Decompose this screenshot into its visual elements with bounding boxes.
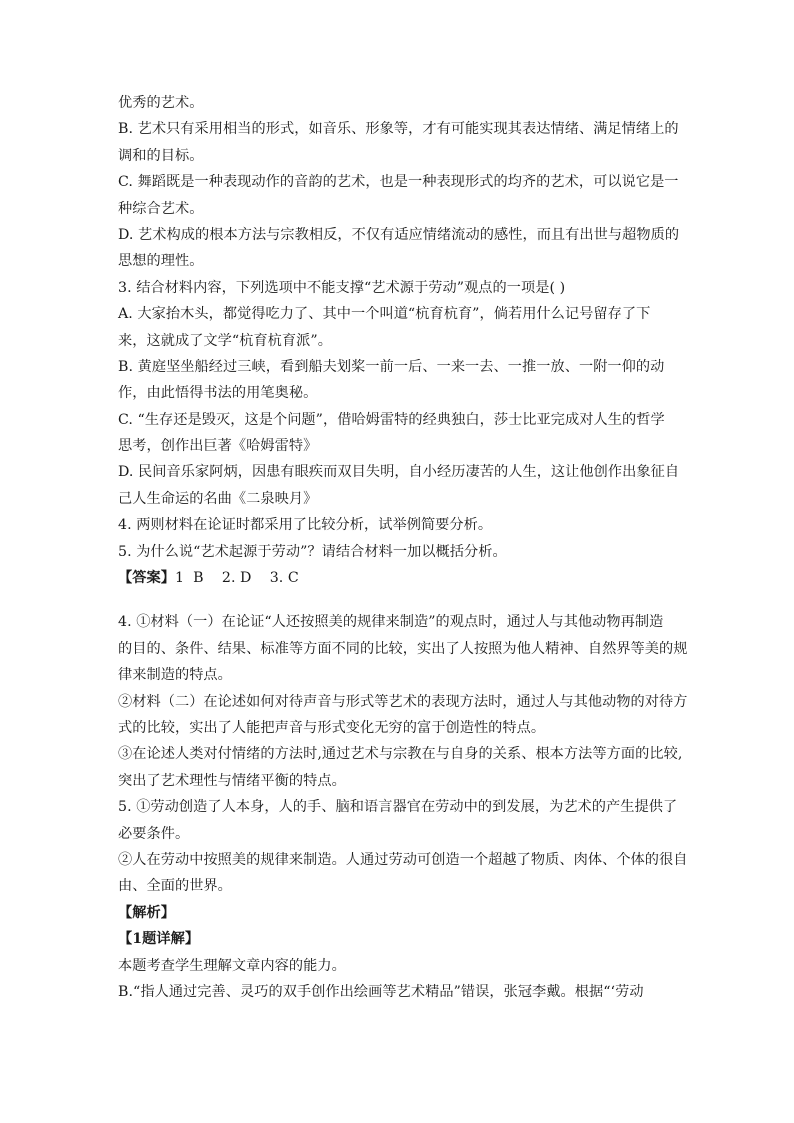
answer-5-point-2-line-2: 由、全面的世界。 <box>118 878 232 895</box>
analysis-line-1: 本题考查学生理解文章内容的能力。 <box>118 957 346 974</box>
option-b-line-2: 调和的目标。 <box>118 147 204 164</box>
analysis-heading <box>118 900 678 926</box>
answer-4-point-3-line-1: ③在论述人类对付情绪的方法时,通过艺术与宗教在与自身的关系、根本方法等方面的比较, <box>118 746 683 763</box>
document-page <box>118 90 688 1005</box>
q1-detail-label: 【1题详解】 <box>118 931 200 948</box>
analysis-label: 【解析】 <box>118 904 175 921</box>
option-b-line-1: B. 艺术只有采用相当的形式，如音乐、形象等，才有可能实现其表达情绪、满足情绪上的 <box>118 121 679 138</box>
answer-4-point-2-line-2: 式的比较，实出了人能把声音与形式变化无穷的富于创造性的特点。 <box>118 719 546 736</box>
option-c-line-1: C. 舞蹈既是一种表现动作的音韵的艺术，也是一种表现形式的均齐的艺术，可以说它是一 <box>118 174 679 191</box>
option-d-line-1: D. 艺术构成的根本方法与宗教相反，不仅有适应情绪流动的感性，而且有出世与超物质的 <box>118 226 680 243</box>
q3-option-c-line-2: 思考，创作出巨著《哈姆雷特》 <box>118 438 318 455</box>
q3-option-b-line-2: 作，由此悟得书法的用笔奥秘。 <box>118 385 318 402</box>
q3-option-d-line-2: 己人生命运的名曲《二泉映月》 <box>118 490 318 507</box>
answer-5-line-2: 必要条件。 <box>118 825 190 842</box>
answer-text: 1 B 2. D 3. C <box>174 570 299 587</box>
answer-4-line-1: 4. ①材料（一）在论证“人还按照美的规律来制造”的观点时，通过人与其他动物再制造 <box>118 614 664 631</box>
question-5: 5. 为什么说“艺术起源于劳动”？请结合材料一加以概括分析。 <box>118 543 507 560</box>
question-4: 4. 两则材料在论证时都采用了比较分析，试举例简要分析。 <box>118 517 493 534</box>
analysis-line-2: B.“指人通过完善、灵巧的双手创作出绘画等艺术精品”错误，张冠李戴。根据“‘劳动 <box>118 983 644 1000</box>
q3-option-b-line-1: B. 黄庭坚坐船经过三峡，看到船夫划桨一前一后、一来一去、一推一放、一附一仰的动 <box>118 358 665 375</box>
q1-detail-heading <box>118 926 678 952</box>
answer-label: 【答案】 <box>118 570 175 587</box>
answer-5-line-1: 5. ①劳动创造了人本身，人的手、脑和语言器官在劳动中的到发展，为艺术的产生提供了 <box>118 799 678 816</box>
q3-option-d-line-1: D. 民间音乐家阿炳，因患有眼疾而双目失明，自小经历凄苦的人生，这让他创作出象征自 <box>118 464 680 481</box>
answer-4-line-3: 律来制造的特点。 <box>118 667 232 684</box>
q3-option-a-line-1: A. 大家抬木头，都觉得吃力了、其中一个叫道“杭育杭育”，倘若用什么记号留存了下 <box>118 306 651 323</box>
answer-4-point-2-line-1: ②材料（二）在论述如何对待声音与形式等艺术的表现方法时，通过人与其他动物的对待方 <box>118 693 688 710</box>
text-line: 优秀的艺术。 <box>118 95 204 111</box>
answer-4-point-3-line-2: 突出了艺术理性与情绪平衡的特点。 <box>118 772 346 789</box>
q3-option-c-line-1: C. “生存还是毁灭，这是个问题”，借哈姆雷特的经典独白，莎士比亚完成对人生的哲学 <box>118 411 665 428</box>
answer-4-line-2: 的目的、条件、结果、标准等方面不同的比较，实出了人按照为他人精神、自然界等美的规 <box>118 640 688 657</box>
question-3: 3. 结合材料内容，下列选项中不能支撑“艺术源于劳动”观点的一项是( ) <box>118 279 566 296</box>
q3-option-a-line-2: 来，这就成了文学“杭育杭育派”。 <box>118 332 332 349</box>
option-c-line-2: 种综合艺术。 <box>118 200 204 217</box>
option-d-line-2: 思想的理性。 <box>118 253 204 270</box>
answer-5-point-2-line-1: ②人在劳动中按照美的规律来制造。人通过劳动可创造一个超越了物质、肉体、个体的很自 <box>118 851 688 868</box>
answer-line <box>118 565 678 591</box>
spacer <box>118 591 678 609</box>
